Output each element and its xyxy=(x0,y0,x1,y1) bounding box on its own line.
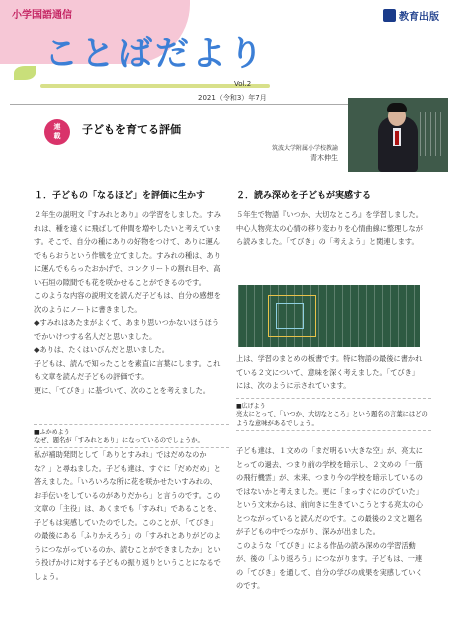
publisher-mark-icon xyxy=(383,9,396,22)
section-2-body xyxy=(236,208,426,249)
note-box xyxy=(34,424,229,448)
section-1-body xyxy=(34,208,224,397)
section-1-title: １．子どもの「なるほど」を評価に生かす xyxy=(34,191,206,201)
section-2-body-final xyxy=(236,444,426,593)
paragraph: ◆ありは、たくはいびんだと思いました。 xyxy=(34,345,169,354)
section-1-body-continued xyxy=(34,448,224,583)
author-photo xyxy=(348,98,448,172)
blackboard-photo xyxy=(238,285,420,347)
paragraph: このような内容の説明文を読んだ子どもは、自分の感想を次のようにノートに書きました。 xyxy=(34,291,221,314)
volume-label: Vol.2 xyxy=(234,80,252,88)
paragraph: ５年生で物語『いつか、大切なところ』を学習しました。中心人物亮太の心情の移り変わりを心情曲線に整理しながら読みました。「てびき」の「考えよう」と関連します。 xyxy=(236,210,423,246)
publisher-logo xyxy=(383,8,439,23)
publisher-name: 教育出版 xyxy=(399,12,439,23)
series-badge xyxy=(44,119,70,145)
leaf-icon xyxy=(14,66,36,80)
note-box xyxy=(236,398,431,431)
paragraph: 子どもは、読んで知ったことを素直に言葉にします。これも文章を読んだ子どもの評価です。 xyxy=(34,358,221,381)
paragraph: 更に、「てびき」に基づいて、次のことを考えました。 xyxy=(34,385,210,395)
paragraph: ２年生の説明文『すみれとあり』の学習をしました。すみれは、種を遠くに飛ばして仲間を増やしたいと考えています。そこで、自分の種にありの好物をつけて、ありに運んでもらおうという作戦を立てました。すみれの種は、ありに運んでもらったおかげで、コンクリートの割れ目や、高い石垣の隙間でも花を咲かせることができるのです。 xyxy=(34,210,221,287)
note-label: ■広げよう xyxy=(236,403,266,410)
author-name: 青木伸生 xyxy=(310,154,338,162)
section-2-body-continued xyxy=(236,352,426,393)
section-2-title: ２．読み深めを子どもが実感する xyxy=(236,191,372,201)
note-text: 亮太にとって、「いつか、大切なところ」という題名の言葉にはどのような意味があるでしょう。 xyxy=(236,411,428,427)
badge-line-1: 連 xyxy=(53,123,61,131)
issue-date: 2021（令和3）年7月 xyxy=(198,94,267,102)
note-label: ■ふかめよう xyxy=(34,429,70,436)
note-text: なぜ、題名が「すみれとあり」になっているのでしょうか。 xyxy=(34,437,204,444)
paragraph: このような「てびき」による作品の読み深めの学習活動が、後の「ふり返ろう」につながります。子どもは、一連の「てびき」を通して、自分の学びの成果を実感していくのです。 xyxy=(236,540,423,590)
badge-line-2: 載 xyxy=(53,132,61,140)
newsletter-series-title: 小学国語通信 xyxy=(12,10,72,21)
paragraph: ◆すみれはあたまがよくて、あまり思いつかないほうほうでかいけつする名人だと思いました。 xyxy=(34,318,220,341)
paragraph: 私が補助発問として「ありとすみれ」ではだめなのかな？」と尋ねました。子ども達は、すぐに「だめだめ」と答えました。「いろいろな所に花を咲かせたいすみれの、お手伝いをしているのがありだから」と言うのです。この文章の「主役」は、あくまでも「すみれ」であることを、子どもは実感していたのでした。このことが、「てびき」の最後にある「ふりかえろう」の「すみれとありがどのようにつながっているのか、読むことができましたか」という投げかけに対する子どもの振り返りということになるでしょう。 xyxy=(34,450,221,581)
paragraph: 子ども達は、１文めの「まだ明るい大きな空」が、亮太にとっての過去、つまり前の学校を暗示し、２文めの「一筋の飛行機雲」が、未来、つまり今の学校を暗示しているのではないかと考えました。更に「まっすぐにのびていた」という文末からは、前向きに生きていこうとする亮太の心とつながっていると読んだのです。この最後の２文と題名が子どもの中でつながり、深みが出ました。 xyxy=(236,446,423,536)
page-title: ことばだより xyxy=(44,34,266,74)
series-heading: 子どもを育てる評価 xyxy=(82,123,181,136)
paragraph: 上は、学習のまとめの板書です。特に物語の最後に書かれている２文について、意味を深く考えました。「てびき」には、次のように示されています。 xyxy=(236,354,423,390)
author-affiliation: 筑波大学附属小学校教諭 xyxy=(271,145,338,152)
